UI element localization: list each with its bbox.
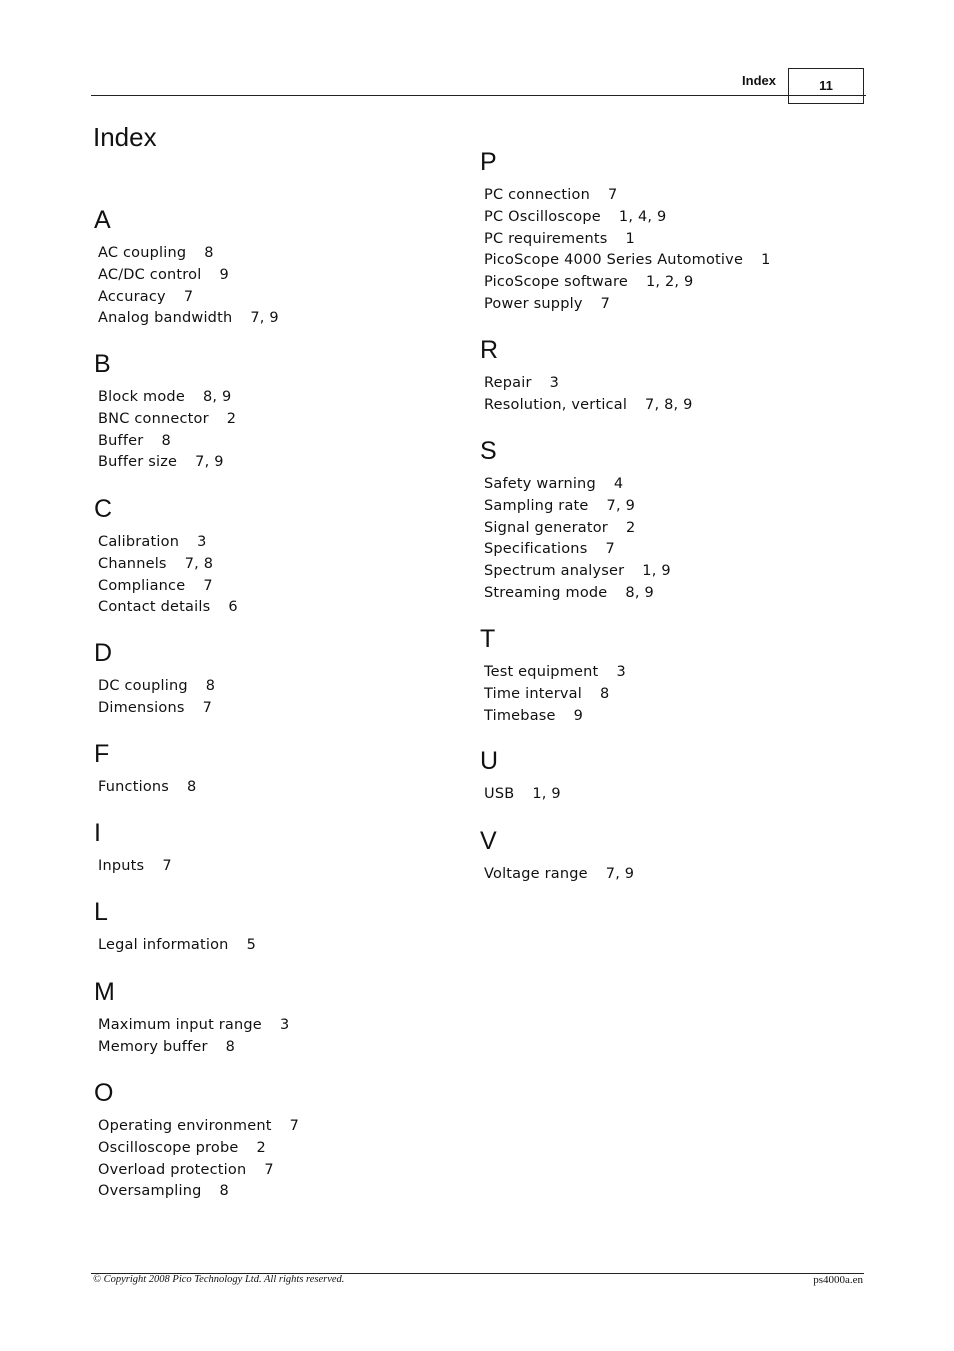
index-entry-term: Test equipment xyxy=(484,664,599,680)
index-entry xyxy=(98,387,236,409)
index-entry-pages[interactable]: 1 xyxy=(625,230,635,247)
index-entry xyxy=(98,308,279,330)
index-entry-term: Accuracy xyxy=(98,288,166,305)
index-entry-pages[interactable]: 7 xyxy=(202,699,213,716)
index-entry xyxy=(98,1160,299,1182)
index-entry-pages[interactable]: 9 xyxy=(219,266,229,283)
index-letter-heading: B xyxy=(94,350,111,378)
index-entry-pages[interactable]: 7 xyxy=(162,858,172,874)
index-entry xyxy=(484,496,671,518)
index-entry xyxy=(98,431,236,453)
index-entry-term: Oscilloscope probe xyxy=(98,1139,239,1156)
index-entry-pages[interactable]: 2 xyxy=(625,519,636,536)
index-entry xyxy=(98,532,238,554)
index-entry-term: Calibration xyxy=(98,534,180,550)
index-entry-list xyxy=(98,1116,299,1203)
index-entry xyxy=(98,1138,299,1160)
header-rule xyxy=(91,95,866,96)
index-entry xyxy=(98,676,215,698)
index-entry-pages[interactable]: 3 xyxy=(279,1017,290,1033)
index-entry-term: Compliance xyxy=(98,577,186,594)
index-entry-pages[interactable]: 7 xyxy=(289,1118,300,1134)
index-entry-term: Functions xyxy=(98,779,170,795)
index-entry-term: Power supply xyxy=(484,295,583,312)
index-entry xyxy=(98,1116,299,1138)
index-entry xyxy=(484,229,771,251)
index-entry-list xyxy=(98,676,215,720)
index-entry xyxy=(484,272,771,294)
index-entry-pages[interactable]: 8 xyxy=(225,1038,236,1055)
index-entry-pages[interactable]: 7, 9 xyxy=(195,454,224,471)
index-entry-pages[interactable]: 7 xyxy=(203,577,213,594)
index-entry-list xyxy=(98,1015,289,1059)
index-entry-pages[interactable]: 1, 9 xyxy=(532,786,561,802)
index-entry-term: Streaming mode xyxy=(484,584,608,601)
index-entry xyxy=(98,698,215,720)
index-entry-pages[interactable]: 8 xyxy=(187,779,197,795)
index-entry-term: AC coupling xyxy=(98,245,187,261)
index-entry-term: Safety warning xyxy=(484,476,596,492)
index-letter-heading: M xyxy=(94,978,115,1006)
index-entry-list xyxy=(484,185,771,316)
index-entry-term: Signal generator xyxy=(484,519,608,536)
index-entry-term: PicoScope software xyxy=(484,274,628,290)
index-entry-pages[interactable]: 7 xyxy=(607,187,618,203)
index-entry xyxy=(484,250,771,272)
index-entry-pages[interactable]: 1, 4, 9 xyxy=(618,208,667,225)
index-entry xyxy=(484,539,671,561)
index-entry xyxy=(98,554,238,576)
index-entry-term: Oversampling xyxy=(98,1183,202,1200)
page-number-box: 11 xyxy=(788,68,864,104)
index-entry-pages[interactable]: 1 xyxy=(761,252,771,269)
page-title: Index xyxy=(93,122,157,152)
index-entry-term: USB xyxy=(484,786,515,802)
index-entry xyxy=(484,706,626,728)
index-entry xyxy=(98,1181,299,1203)
index-entry xyxy=(484,185,771,207)
index-entry xyxy=(98,1037,289,1059)
index-entry-term: Specifications xyxy=(484,541,588,558)
index-entry-pages[interactable]: 4 xyxy=(613,476,624,492)
index-entry xyxy=(484,864,634,886)
index-letter-heading: P xyxy=(480,148,497,176)
index-entry xyxy=(98,452,236,474)
index-entry xyxy=(98,265,279,287)
index-entry xyxy=(484,207,771,229)
index-letter-heading: R xyxy=(480,336,499,364)
index-entry-pages[interactable]: 2 xyxy=(256,1139,266,1156)
index-entry-term: DC coupling xyxy=(98,678,188,694)
index-entry-term: Legal information xyxy=(98,937,229,953)
index-entry-term: Channels xyxy=(98,555,167,572)
index-entry-term: Contact details xyxy=(98,599,211,616)
index-entry-pages[interactable]: 7 xyxy=(605,541,615,558)
index-entry-pages[interactable]: 1, 9 xyxy=(642,563,671,579)
index-entry-list xyxy=(484,662,626,727)
index-entry-list xyxy=(484,864,634,886)
index-entry-term: Memory buffer xyxy=(98,1038,208,1055)
index-entry-pages[interactable]: 8 xyxy=(205,678,216,694)
index-entry xyxy=(98,409,236,431)
index-entry-term: AC/DC control xyxy=(98,266,202,283)
index-entry xyxy=(484,474,671,496)
footer-copyright: © Copyright 2008 Pico Technology Ltd. All rights reserved. xyxy=(93,1274,345,1285)
index-entry-pages[interactable]: 7, 9 xyxy=(606,497,636,514)
index-entry-list xyxy=(484,474,671,605)
index-letter-heading: U xyxy=(480,747,499,775)
index-entry-list xyxy=(484,373,693,417)
index-entry-pages[interactable]: 8 xyxy=(161,432,171,449)
index-entry-pages[interactable]: 9 xyxy=(573,707,584,724)
index-entry-term: Buffer xyxy=(98,432,144,449)
index-entry xyxy=(484,784,561,806)
index-letter-heading: O xyxy=(94,1079,114,1107)
index-entry-pages[interactable]: 7, 8 xyxy=(184,555,214,572)
index-entry-term: BNC connector xyxy=(98,410,209,427)
index-entry-term: PicoScope 4000 Series Automotive xyxy=(484,252,744,269)
index-entry-pages[interactable]: 2 xyxy=(226,410,237,427)
index-entry-pages[interactable]: 6 xyxy=(228,599,238,616)
index-entry xyxy=(484,294,771,316)
index-entry xyxy=(98,576,238,598)
index-entry xyxy=(484,561,671,583)
index-entry-pages[interactable]: 3 xyxy=(197,534,207,550)
index-entry-term: PC Oscilloscope xyxy=(484,208,601,225)
index-entry-term: Voltage range xyxy=(484,866,588,882)
index-letter-heading: V xyxy=(480,827,497,855)
index-entry xyxy=(98,777,196,799)
index-entry xyxy=(98,597,238,619)
index-entry-pages[interactable]: 7 xyxy=(264,1161,274,1178)
index-entry xyxy=(98,243,279,265)
index-entry-term: Spectrum analyser xyxy=(484,563,625,579)
index-entry xyxy=(98,1015,289,1037)
index-entry-term: Sampling rate xyxy=(484,497,589,514)
index-entry-term: PC connection xyxy=(484,187,590,203)
index-entry-term: Operating environment xyxy=(98,1118,272,1134)
index-entry-list xyxy=(98,777,196,799)
index-entry-term: Block mode xyxy=(98,389,185,405)
index-letter-heading: T xyxy=(480,625,496,653)
index-entry-pages[interactable]: 8, 9 xyxy=(625,584,654,601)
index-entry-pages[interactable]: 1, 2, 9 xyxy=(645,274,694,290)
index-entry-list xyxy=(98,243,279,330)
running-header-title: Index xyxy=(742,73,776,88)
index-entry-list xyxy=(484,784,561,806)
index-entry-term: Repair xyxy=(484,375,532,391)
index-entry-list xyxy=(98,532,238,619)
index-letter-heading: I xyxy=(94,819,101,847)
index-entry-pages[interactable]: 3 xyxy=(549,375,560,391)
index-entry xyxy=(98,856,172,878)
index-entry xyxy=(484,684,626,706)
index-entry xyxy=(484,662,626,684)
index-entry-list xyxy=(98,856,172,878)
index-letter-heading: L xyxy=(94,898,108,926)
index-entry-term: PC requirements xyxy=(484,230,608,247)
index-entry-term: Dimensions xyxy=(98,699,185,716)
footer-filename: ps4000a.en xyxy=(813,1274,863,1286)
index-letter-heading: A xyxy=(94,206,111,234)
index-entry-term: Analog bandwidth xyxy=(98,310,233,327)
index-letter-heading: C xyxy=(94,495,113,523)
index-entry-pages[interactable]: 3 xyxy=(616,664,626,680)
index-entry-list xyxy=(98,387,236,474)
index-entry-term: Overload protection xyxy=(98,1161,247,1178)
index-letter-heading: S xyxy=(480,437,497,465)
index-entry xyxy=(98,287,279,309)
index-entry xyxy=(484,518,671,540)
index-entry-term: Inputs xyxy=(98,858,145,874)
index-entry-term: Timebase xyxy=(484,707,556,724)
index-entry-pages[interactable]: 7, 8, 9 xyxy=(645,396,693,413)
index-entry-pages[interactable]: 7 xyxy=(183,288,194,305)
index-entry xyxy=(484,583,671,605)
index-entry-pages[interactable]: 5 xyxy=(246,937,256,953)
index-entry xyxy=(484,373,693,395)
index-entry-list xyxy=(98,935,256,957)
index-entry-term: Buffer size xyxy=(98,454,178,471)
index-entry-pages[interactable]: 7, 9 xyxy=(250,310,279,327)
index-entry xyxy=(484,395,693,417)
index-entry-pages[interactable]: 8, 9 xyxy=(202,389,232,405)
index-entry-term: Time interval xyxy=(484,685,582,702)
index-entry-pages[interactable]: 8 xyxy=(219,1183,229,1200)
index-entry-pages[interactable]: 7, 9 xyxy=(605,866,635,882)
index-entry xyxy=(98,935,256,957)
index-entry-term: Resolution, vertical xyxy=(484,396,628,413)
index-entry-term: Maximum input range xyxy=(98,1017,262,1033)
index-entry-pages[interactable]: 7 xyxy=(600,295,611,312)
index-letter-heading: D xyxy=(94,639,113,667)
index-entry-pages[interactable]: 8 xyxy=(204,245,214,261)
index-letter-heading: F xyxy=(94,740,110,768)
index-entry-pages[interactable]: 8 xyxy=(599,685,610,702)
